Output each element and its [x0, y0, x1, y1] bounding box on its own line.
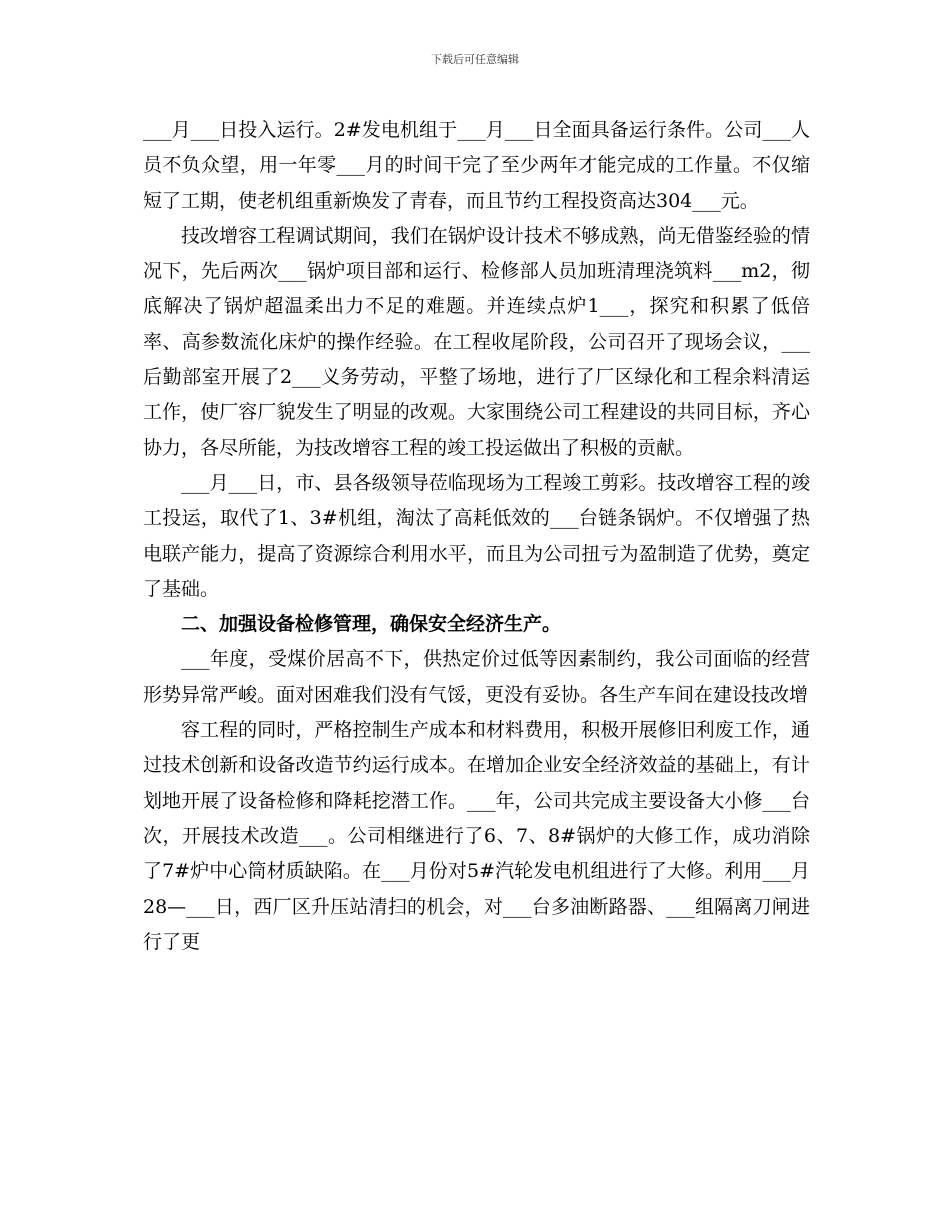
document-body [143, 113, 810, 960]
paragraph-5: 容工程的同时，严格控制生产成本和材料费用，积极开展修旧利废工作，通过技术创新和设备改造节约运行成本。在增加企业安全经济效益的基础上，有计划地开展了设备检修和降耗挖潜工作。___年，公司共完成主要设备大小修___台次，开展技术改造___。公司相继进行了6、7、8#锅炉的大修工作，成功消除了7#炉中心筒材质缺陷。在___月份对5#汽轮发电机组进行了大修。利用___月28—___日，西厂区升压站清扫的机会，对___台多油断路器、___组隔离刀闸进行了更 [143, 719, 810, 953]
paragraph-3: ___月___日，市、县各级领导莅临现场为工程竣工剪彩。技改增容工程的竣工投运，取代了1、3#机组，淘汰了高耗低效的___台链条锅炉。不仅增强了热电联产能力，提高了资源综合利用水平，而且为公司扭亏为盈制造了优势，奠定了基础。 [143, 471, 810, 600]
paragraph-1: ___月___日投入运行。2#发电机组于___月___日全面具备运行条件。公司___人员不负众望，用一年零___月的时间干完了至少两年才能完成的工作量。不仅缩短了工期，使老机组重新焕发了青春，而且节约工程投资高达304___元。 [143, 119, 810, 212]
section-heading: 二、加强设备检修管理，确保安全经济生产。 [181, 613, 562, 636]
page-header: 下载后可任意编辑 [431, 53, 519, 66]
paragraph-4: ___年度，受煤价居高不下，供热定价过低等因素制约，我公司面临的经营形势异常严峻。面对困难我们没有气馁，更没有妥协。各生产车间在建设技改增 [143, 648, 810, 706]
paragraph-2: 技改增容工程调试期间，我们在锅炉设计技术不够成熟，尚无借鉴经验的情况下，先后两次___锅炉项目部和运行、检修部人员加班清理浇筑料___m2，彻底解决了锅炉超温柔出力不足的难题。并连续点炉1___，探究和积累了低倍率、高参数流化床炉的操作经验。在工程收尾阶段，公司召开了现场会议，___后勤部室开展了2___义务劳动，平整了场地，进行了厂区绿化和工程余料清运工作，使厂容厂貌发生了明显的改观。大家围绕公司工程建设的共同目标，齐心协力，各尽所能，为技改增容工程的竣工投运做出了积极的贡献。 [143, 224, 810, 459]
